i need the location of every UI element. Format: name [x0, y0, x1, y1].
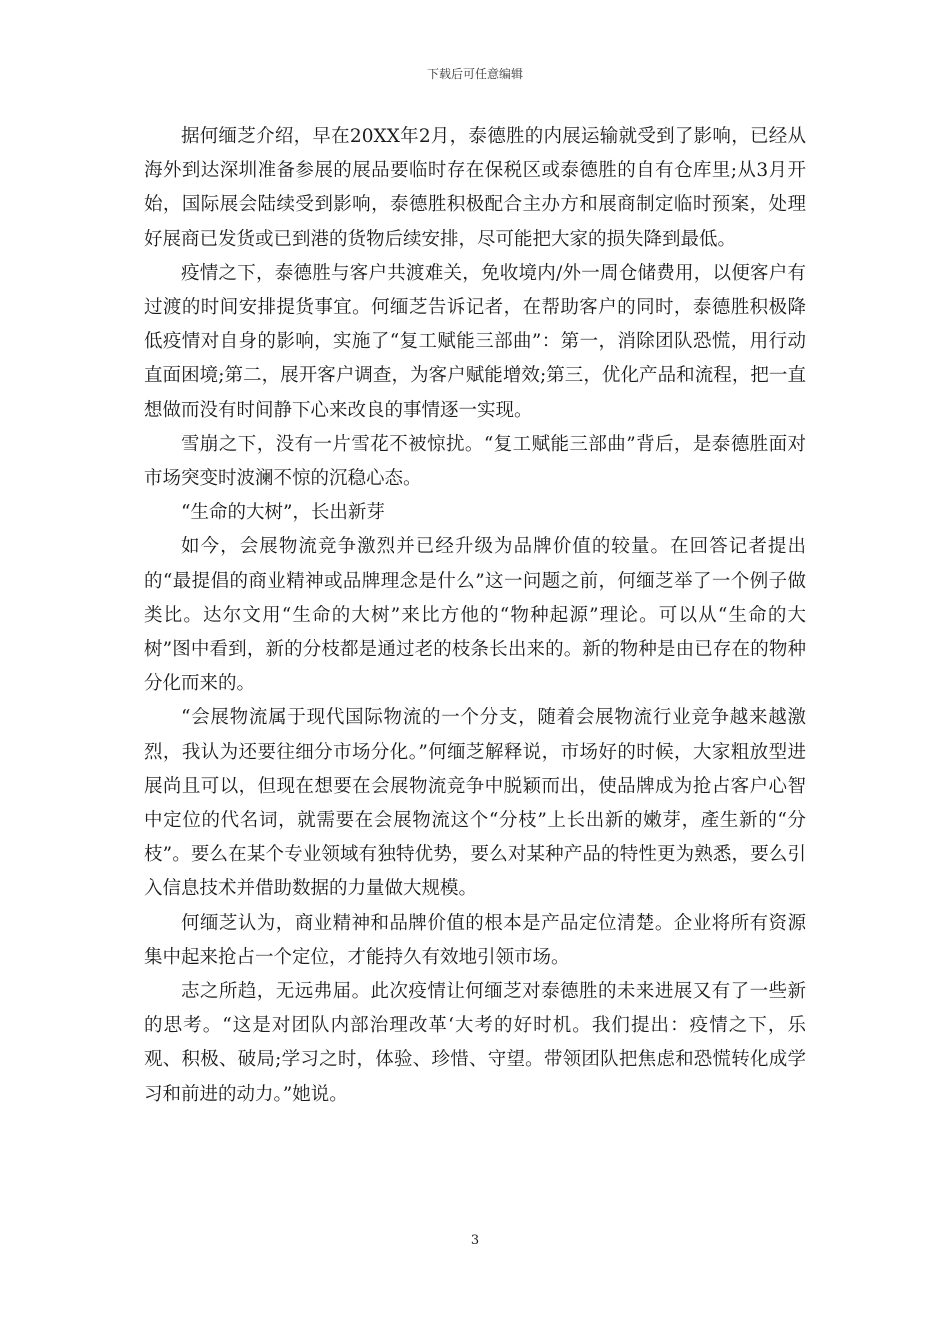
section-heading: “生命的大树”，长出新芽: [181, 502, 385, 524]
document-body: [144, 120, 806, 1112]
paragraph: 志之所趋，无远弗届。此次疫情让何缅芝对泰德胜的未来进展又有了一些新的思考。“这是对团队内部治理改革‘大考的好时机。我们提出：疫情之下，乐观、积极、破局;学习之时，体验、珍惜、守望。带领团队把焦虑和恐慌转化成学习和前进的动力。”她说。: [144, 981, 806, 1105]
paragraph: 据何缅芝介绍，早在20XX年2月，泰德胜的内展运输就受到了影响，已经从海外到达深圳准备参展的展品要临时存在保税区或泰德胜的自有仓库里;从3月开始，国际展会陆续受到影响，泰德胜积极配合主办方和展商制定临时预案，处理好展商已发货或已到港的货物后续安排，尽可能把大家的损失降到最低。: [144, 126, 806, 250]
paragraph: 雪崩之下，没有一片雪花不被惊扰。“复工赋能三部曲”背后，是泰德胜面对市场突变时波澜不惊的沉稳心态。: [144, 433, 806, 490]
page-header: 下载后可任意编辑: [426, 67, 523, 81]
page-number: 3: [470, 1233, 480, 1248]
paragraph: 何缅芝认为，商业精神和品牌价值的根本是产品定位清楚。企业将所有资源集中起来抢占一个定位，才能持久有效地引领市场。: [144, 912, 806, 968]
paragraph: 如今，会展物流竞争激烈并已经升级为品牌价值的较量。在回答记者提出的“最提倡的商业精神或品牌理念是什么”这一问题之前，何缅芝举了一个例子做类比。达尔文用“生命的大树”来比方他的“物种起源”理论。可以从“生命的大树”图中看到，新的分枝都是通过老的枝条长出来的。新的物种是由已存在的物种分化而来的。: [144, 536, 806, 695]
paragraph: 疫情之下，泰德胜与客户共渡难关，免收境内/外一周仓储费用，以便客户有过渡的时间安排提货事宜。何缅芝告诉记者，在帮助客户的同时，泰德胜积极降低疫情对自身的影响，实施了“复工赋能三部曲”：第一，消除团队恐慌，用行动直面困境;第二，展开客户调查，为客户赋能增效;第三，优化产品和流程，把一直想做而没有时间静下心来改良的事情逐一实现。: [144, 262, 806, 421]
paragraph: “会展物流属于现代国际物流的一个分支，随着会展物流行业竞争越来越激烈，我认为还要往细分市场分化。”何缅芝解释说，市场好的时候，大家粗放型进展尚且可以，但现在想要在会展物流竞争中脱颖而出，使品牌成为抢占客户心智中定位的代名词，就需要在会展物流这个“分枝”上长出新的嫩芽，產生新的“分枝”。要么在某个专业领域有独特优势，要么对某种产品的特性更为熟悉，要么引入信息技术并借助数据的力量做大规模。: [144, 707, 806, 900]
